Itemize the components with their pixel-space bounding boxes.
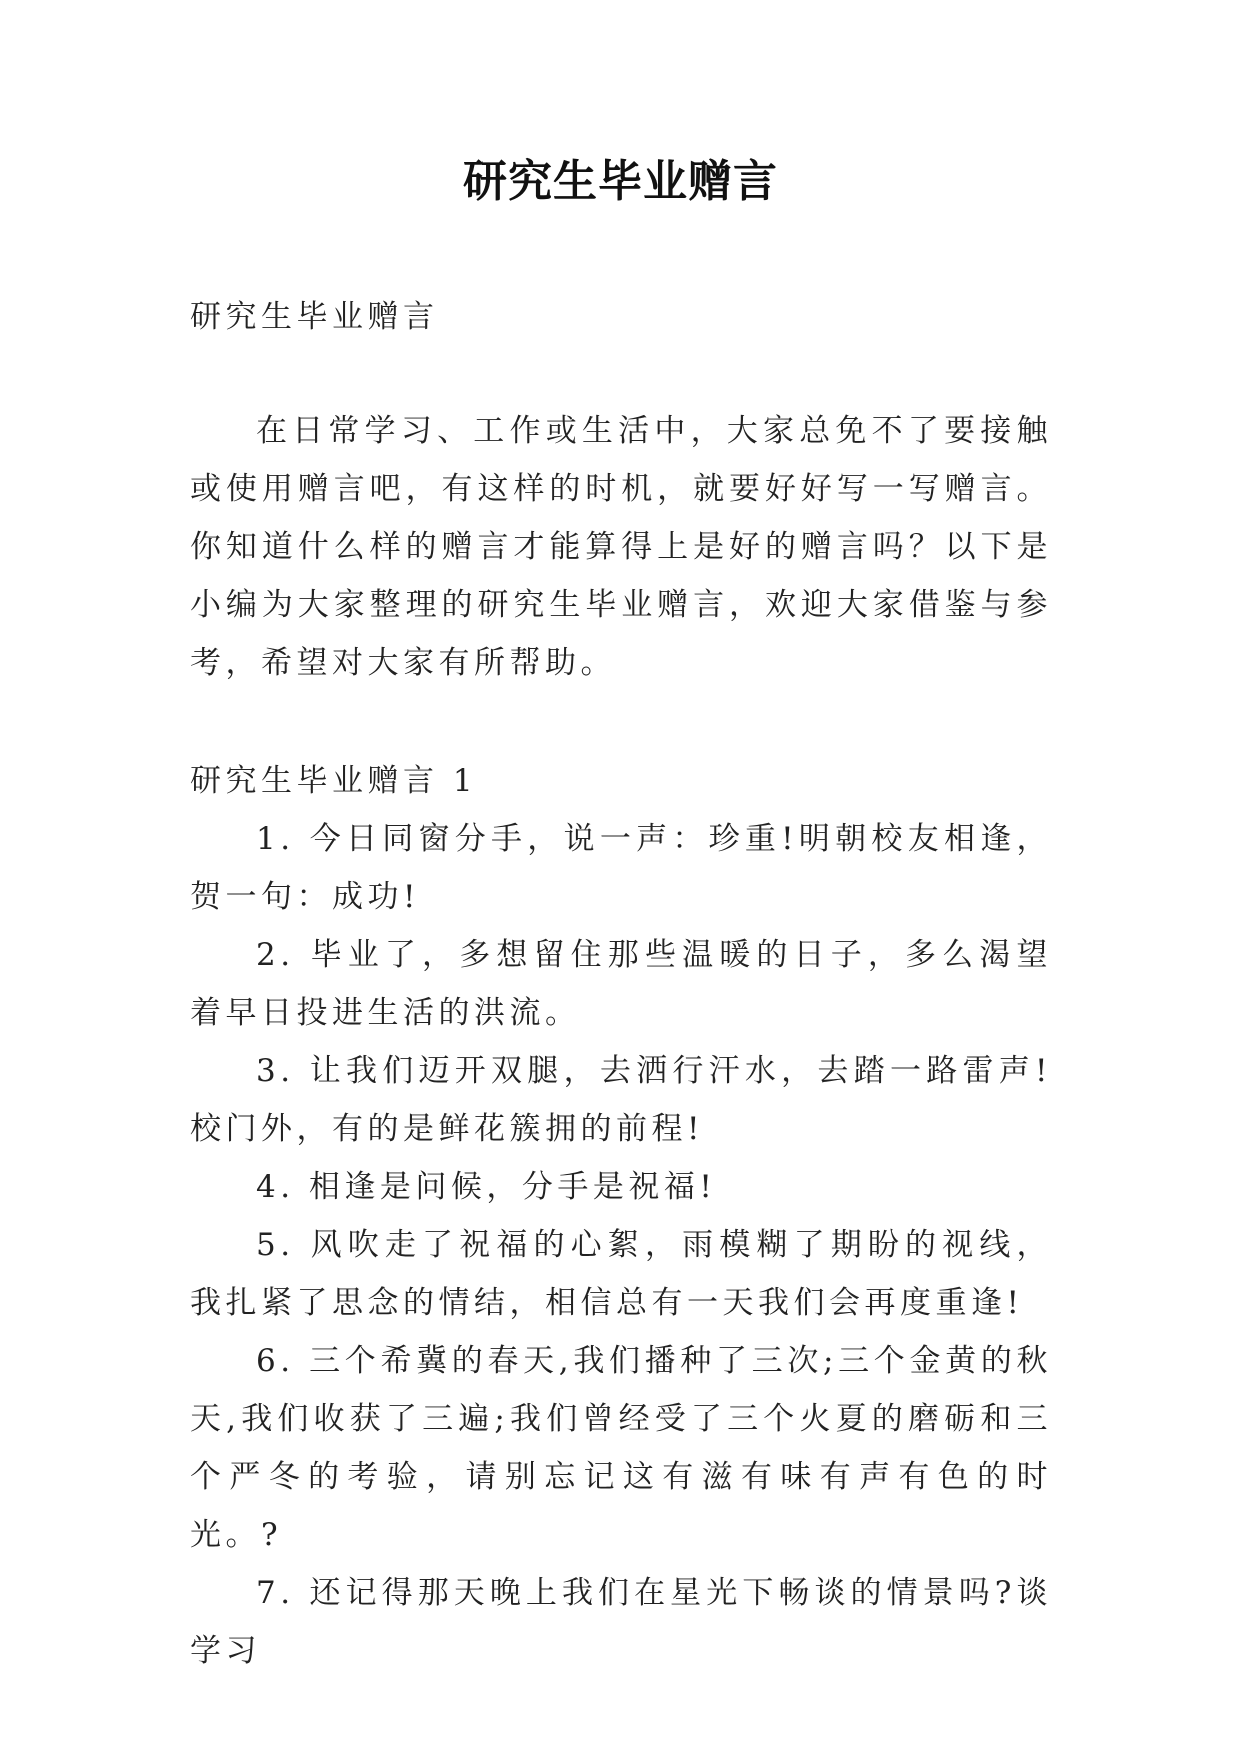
- list-item: 2. 毕业了，多想留住那些温暖的日子，多么渴望着早日投进生活的洪流。: [190, 937, 1052, 1031]
- document-title: 研究生毕业赠言: [463, 156, 778, 207]
- quote-list: [190, 810, 1052, 1680]
- list-item: 3. 让我们迈开双腿，去洒行汗水，去踏一路雷声!校门外，有的是鲜花簇拥的前程!: [190, 1053, 1052, 1147]
- list-item: 5. 风吹走了祝福的心絮，雨模糊了期盼的视线，我扎紧了思念的情结，相信总有一天我们会再度重逢!: [190, 1227, 1052, 1321]
- list-item: 1. 今日同窗分手，说一声：珍重!明朝校友相逢，贺一句：成功!: [190, 821, 1052, 915]
- intro-paragraph: 在日常学习、工作或生活中，大家总免不了要接触或使用赠言吧，有这样的时机，就要好好写一写赠言。你知道什么样的赠言才能算得上是好的赠言吗？以下是小编为大家整理的研究生毕业赠言，欢迎大家借鉴与参考，希望对大家有所帮助。: [190, 413, 1052, 681]
- document-subtitle: 研究生毕业赠言: [190, 299, 439, 335]
- list-item: 6. 三个希冀的春天,我们播种了三次;三个金黄的秋天,我们收获了三遍;我们曾经受了三个火夏的磨砺和三个严冬的考验，请别忘记这有滋有味有声有色的时光。?: [190, 1343, 1052, 1553]
- section-heading: 研究生毕业赠言 1: [190, 763, 478, 799]
- list-item: 7. 还记得那天晚上我们在星光下畅谈的情景吗?谈学习: [190, 1575, 1052, 1669]
- list-item: 4. 相逢是问候，分手是祝福!: [256, 1169, 717, 1205]
